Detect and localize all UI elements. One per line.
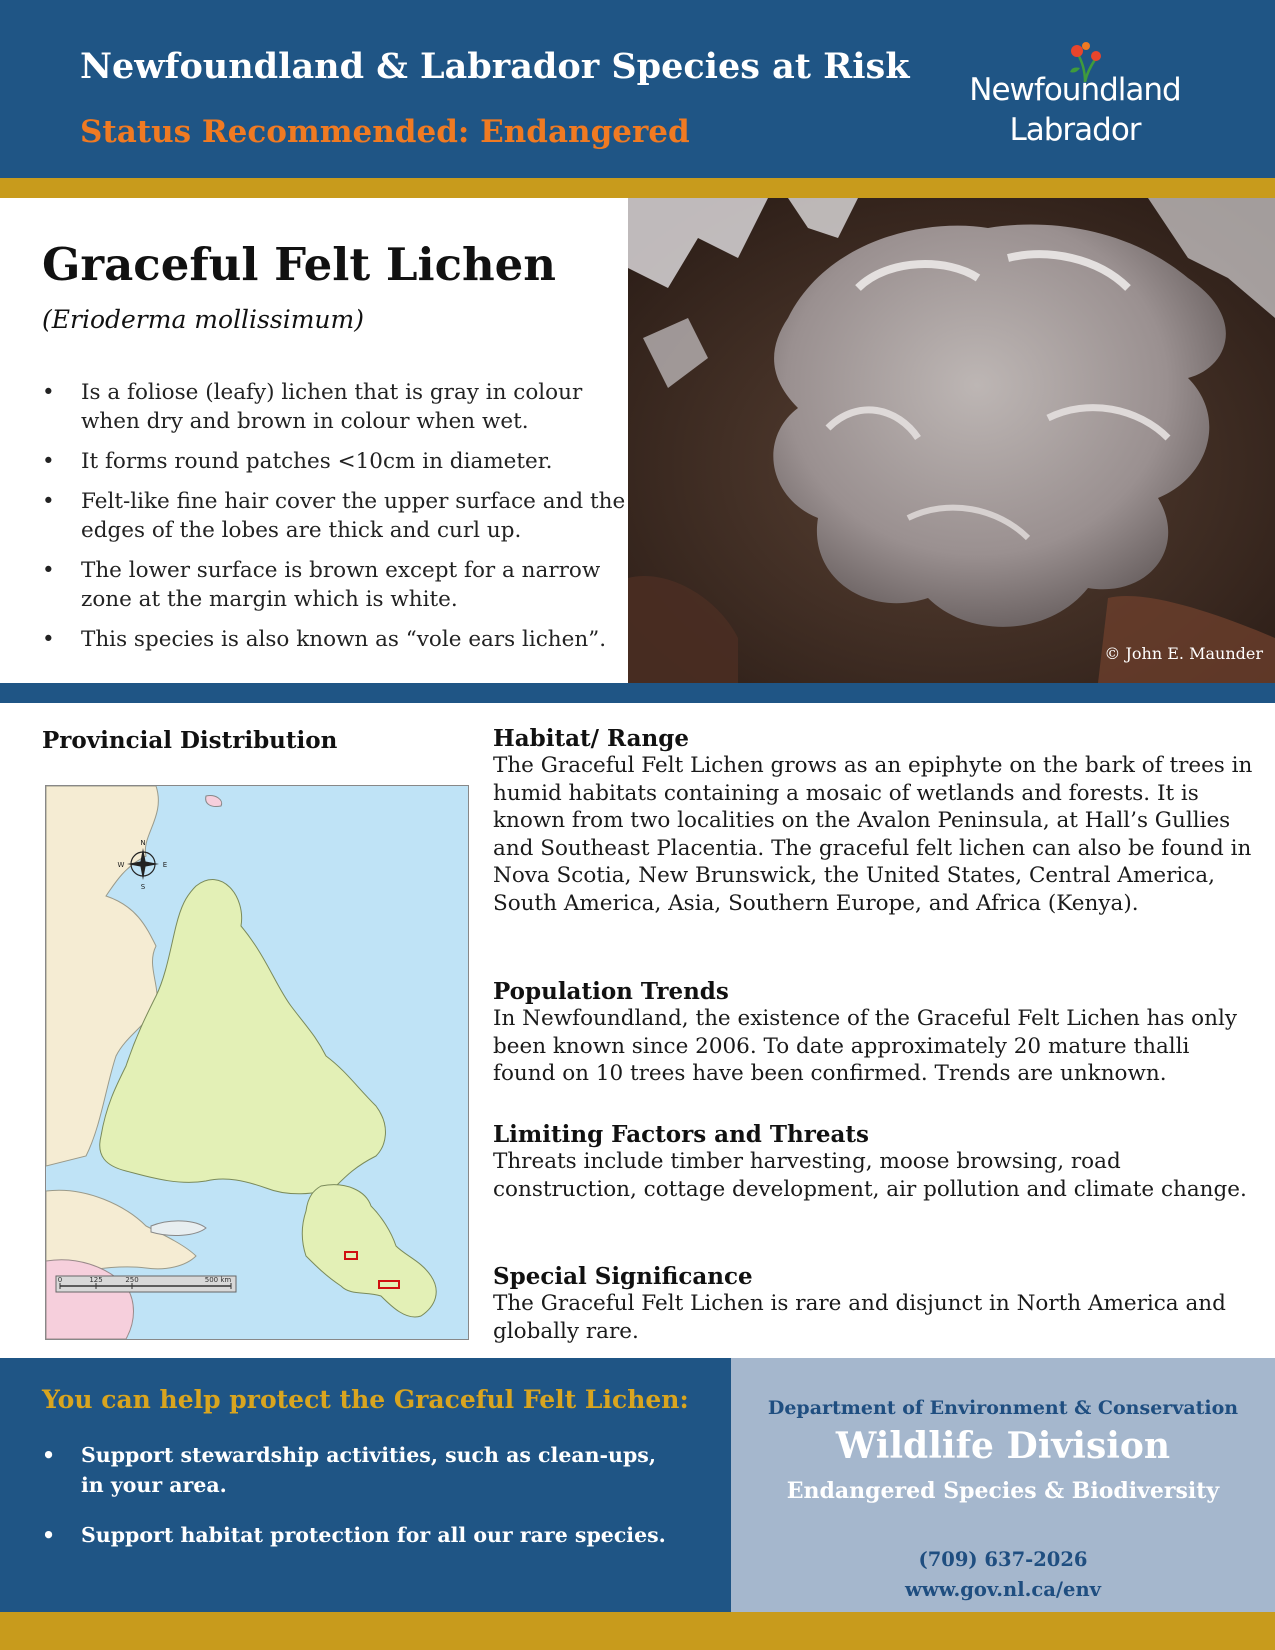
fact-item: • This species is also known as “vole ears lichen”.: [42, 625, 627, 654]
lichen-illustration: [628, 198, 1275, 683]
significance-section: [493, 1263, 1253, 1345]
fact-item: • The lower surface is brown except for a narrow zone at the margin which is white.: [42, 556, 627, 614]
fact-item: • Felt-like fine hair cover the upper surface and the edges of the lobes are thick and curl up.: [42, 487, 627, 545]
status-recommendation: Status Recommended: Endangered: [80, 114, 690, 150]
contact-phone: (709) 637-2026: [918, 1548, 1088, 1571]
logo-text-newfoundland: Newfoundland: [969, 72, 1181, 108]
scale-label: 250: [125, 1276, 139, 1284]
scale-label: 500 km: [204, 1276, 232, 1284]
population-section: [493, 978, 1253, 1088]
program-name: Endangered Species & Biodiversity: [786, 1478, 1220, 1504]
logo-text-labrador: Labrador: [1009, 112, 1141, 148]
blue-divider: [0, 683, 1275, 703]
habitat-section: [493, 725, 1253, 917]
compass-east-label: E: [162, 861, 168, 869]
division-name: Wildlife Division: [835, 1425, 1171, 1467]
gold-footer-bar: [0, 1612, 1275, 1650]
population-heading: Population Trends: [493, 978, 729, 1005]
help-action-item: • Support stewardship activities, such as clean-ups, in your area.: [42, 1440, 682, 1500]
help-actions-list: [42, 1440, 682, 1570]
help-action-item: • Support habitat protection for all our rare species.: [42, 1520, 682, 1550]
habitat-heading: Habitat/ Range: [493, 725, 689, 752]
help-title: You can help protect the Graceful Felt Lichen:: [42, 1385, 689, 1414]
gold-divider: [0, 178, 1275, 198]
distribution-map: [45, 785, 469, 1340]
photo-credit: © John E. Maunder: [1104, 644, 1263, 663]
newfoundland-map-illustration: [46, 786, 468, 1339]
nl-government-logo: [965, 42, 1185, 152]
threats-section: [493, 1121, 1253, 1203]
lichen-photo: [628, 198, 1275, 683]
threats-heading: Limiting Factors and Threats: [493, 1121, 869, 1148]
scale-label: 125: [89, 1276, 103, 1284]
significance-heading: Special Significance: [493, 1263, 753, 1290]
header-title: Newfoundland & Labrador Species at Risk: [80, 46, 910, 87]
threats-text: Threats include timber harvesting, moose browsing, road construction, cottage development, air pollution and climate change.: [493, 1149, 1247, 1202]
species-facts-list: [42, 378, 627, 665]
fact-item: • It forms round patches <10cm in diameter.: [42, 447, 627, 476]
compass-west-label: W: [117, 861, 125, 869]
compass-north-label: N: [140, 839, 146, 847]
department-name: Department of Environment & Conservation: [767, 1397, 1239, 1419]
species-name: Graceful Felt Lichen: [42, 238, 557, 291]
population-text: In Newfoundland, the existence of the Graceful Felt Lichen has only been known since 2006. To date approximately 20 mature thalli found on 10 trees have been confirmed. Trends are unknown.: [493, 1006, 1237, 1086]
species-scientific-name: (Erioderma mollissimum): [42, 305, 364, 334]
contact-website[interactable]: www.gov.nl.ca/env: [905, 1578, 1101, 1601]
fact-item: • Is a foliose (leafy) lichen that is gray in colour when dry and brown in colour when wet.: [42, 378, 627, 436]
habitat-text: The Graceful Felt Lichen grows as an epiphyte on the bark of trees in humid habitats containing a mosaic of wetlands and forests. It is known from two localities on the Avalon Peninsula, at Hall’s Gullies and Southeast Placentia. The graceful felt lichen can also be found in Nova Scotia, New Brunswick, the United States, Central America, South America, Asia, Southern Europe, and Africa (Kenya).: [493, 753, 1253, 916]
significance-text: The Graceful Felt Lichen is rare and disjunct in North America and globally rare.: [493, 1291, 1226, 1344]
scale-label: 0: [57, 1276, 63, 1284]
distribution-title: Provincial Distribution: [42, 727, 338, 754]
compass-south-label: S: [140, 883, 146, 891]
